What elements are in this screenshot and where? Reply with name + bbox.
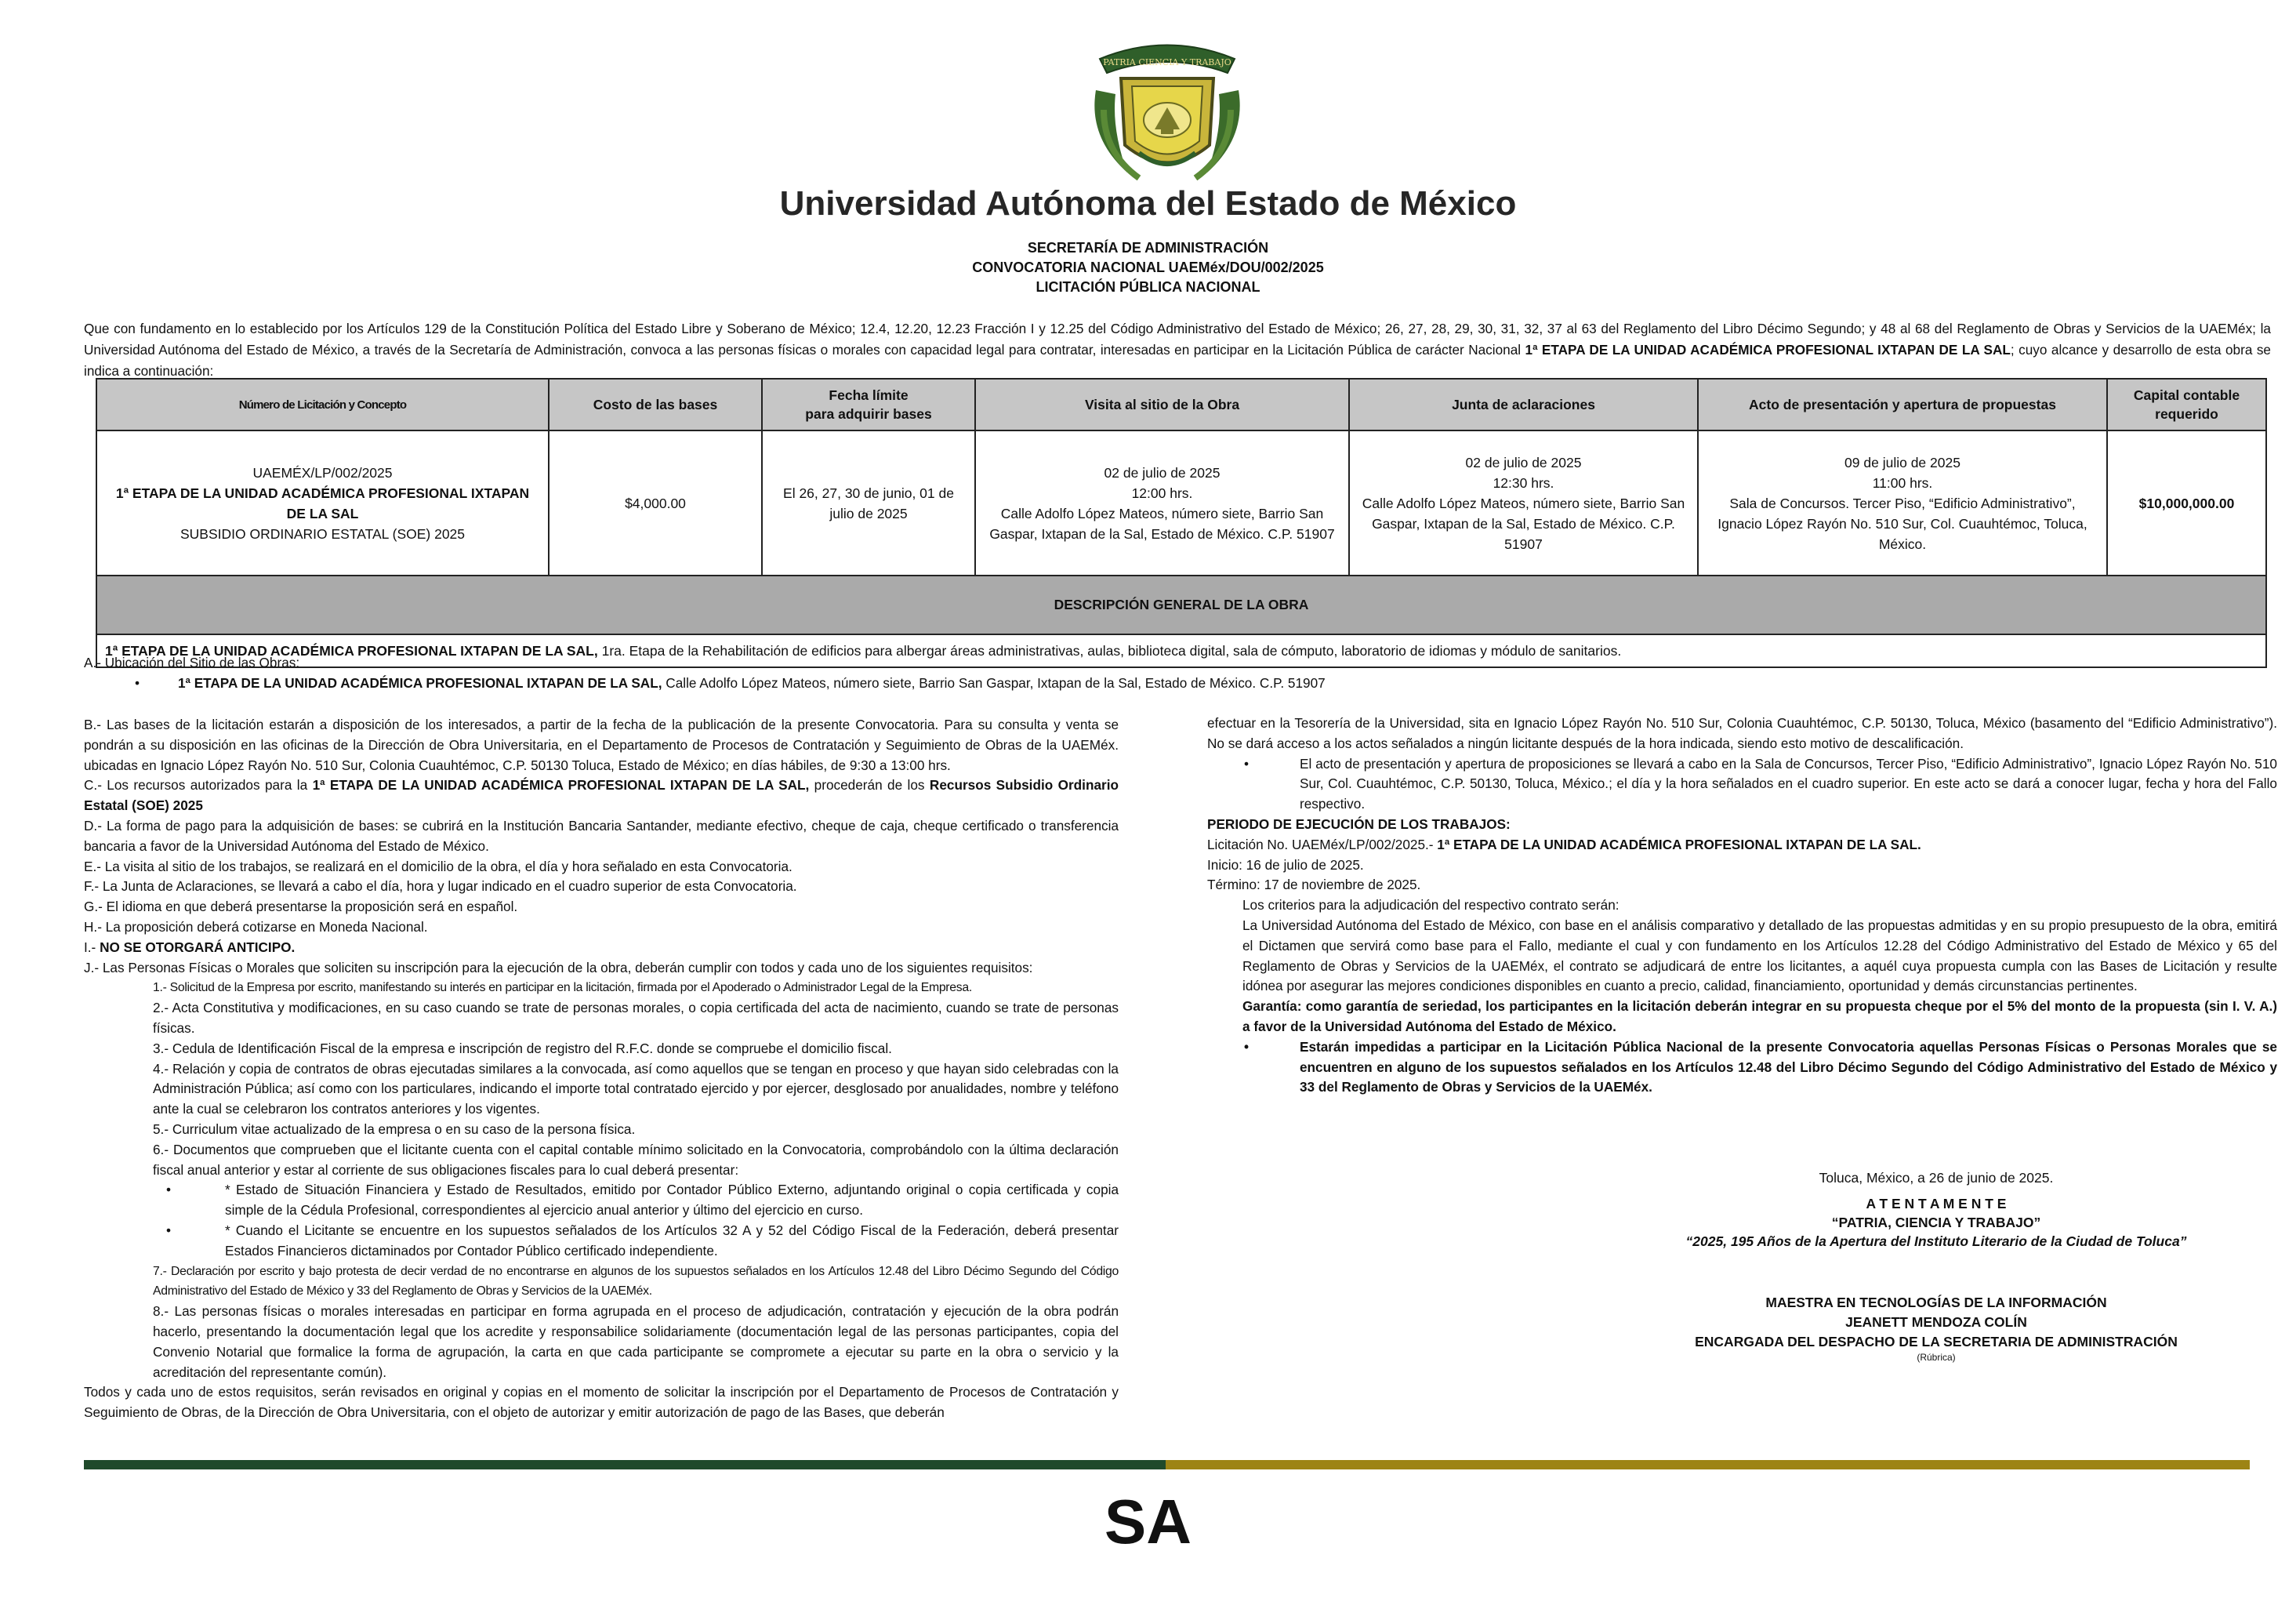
cell-visita: 02 de julio de 2025 12:00 hrs. Calle Adolfo López Mateos, número siete, Barrio San Gaspar, Ixtapan de la Sal, Estado de México. C.P. 51907	[975, 430, 1349, 576]
section-j: J.- Las Personas Físicas o Morales que soliciten su inscripción para la ejecución de la obra, deberán cumplir con todos y cada uno de los siguientes requisitos:	[84, 959, 1033, 975]
cell-capital: $10,000,000.00	[2107, 430, 2266, 576]
section-d: D.- La forma de pago para la adquisición de bases: se cubrirá en la Institución Bancaria Santander, mediante efectivo, cheque de caja, cheque certificado o transferencia bancaria a favor de la Universidad Autónoma del Estado de México.	[84, 817, 1119, 854]
requirement-5: 5.- Curriculum vitae actualizado de la empresa o en su caso de la persona física.	[153, 1121, 636, 1137]
year-motto: “2025, 195 Años de la Apertura del Instituto Literario de la Ciudad de Toluca”	[1685, 1233, 2187, 1249]
ubicacion-label: A.- Ubicación del Sitio de las Obras:	[84, 655, 300, 670]
section-f: F.- La Junta de Aclaraciones, se llevará a cabo el día, hora y lugar indicado en el cuadro superior de esta Convocatoria.	[84, 878, 797, 895]
secretariat-heading: SECRETARÍA DE ADMINISTRACIÓN	[1027, 240, 1269, 256]
left-column	[84, 715, 1119, 1423]
footer-bar-gold	[1166, 1460, 2250, 1469]
cell-junta: 02 de julio de 2025 12:30 hrs. Calle Adolfo López Mateos, número siete, Barrio San Gaspar, Ixtapan de la Sal, Estado de México. C.P. 51907	[1349, 430, 1698, 576]
section-i: I.- NO SE OTORGARÁ ANTICIPO.	[84, 939, 296, 955]
requirement-6: 6.- Documentos que comprueben que el licitante cuenta con el capital contable mínimo solicitado en la Convocatoria, comprobándolo con la última declaración fiscal anual anterior y estar al corriente de sus obligaciones fiscales para lo cual deberá presentar:	[153, 1141, 1119, 1178]
section-g: G.- El idioma en que deberá presentarse la proposición será en español.	[84, 899, 518, 915]
requirement-7: 7.- Declaración por escrito y bajo protesta de decir verdad de no encontrarse en algunos de los supuestos señalados en los Artículos 12.48 del Libro Décimo Segundo del Código Administrativo del Estado de México y 33 del Reglamento de Obras y Servicios de la UAEMéx.	[153, 1264, 1119, 1299]
bid-table-row	[96, 430, 2266, 576]
university-seal-logo	[1080, 35, 1254, 188]
atentamente: A T E N T A M E N T E	[1866, 1196, 2007, 1211]
impedidas-item: • Estarán impedidas a participar en la Licitación Pública Nacional de la presente Convocatoria aquellas Personas Físicas o Personas Morales que se encuentren en alguno de los supuestos señalados en los Artículos 12.48 del Libro Décimo Segundo del Código Administrativo del Estado de México y 33 del Reglamento de Obras y Servicios de la UAEMéx.	[1244, 1038, 2277, 1095]
header-capital: Capital contable requerido	[2107, 379, 2266, 430]
signer-title: MAESTRA EN TECNOLOGÍAS DE LA INFORMACIÓN	[1765, 1295, 2107, 1310]
footer-mark: SA	[1104, 1487, 1192, 1556]
criterios-text: La Universidad Autónoma del Estado de México, con base en el análisis comparativo y detallado de las propuestas admitidas y en su propio presupuesto de la obra, emitirá el Dictamen que servirá como base para el Fallo, mediante el cual y con fundamento en los Artículos 12.28 del Código Administrativo del Estado de México y 65 del Reglamento de Obras y Servicios de la UAEMéx, el contrato se adjudicará de entre los licitantes, a aquél cuya propuesta cumpla con las Bases de Licitación y resulte idónea por asegurar las mejores condiciones disponibles en cuanto a precio, calidad, financiamiento, oportunidad y demás circunstancias pertinentes.	[1242, 917, 2277, 994]
licitacion-heading: LICITACIÓN PÚBLICA NACIONAL	[1036, 279, 1260, 295]
requirement-8: 8.- Las personas físicas o morales interesadas en participar en forma agrupada en el proceso de adjudicación, contratación y ejecución de la obra podrán hacerlo, presentando la documentación legal que los acredite y responsabilice solidariamente (documentación legal de las personas participantes, copia del Convenio Notarial que formalice la forma de agrupación, la carta en que cada participante se compromete a ejecutar su parte en la obra o servicio y la acreditación del representante común).	[153, 1303, 1119, 1380]
requirements-note: Todos y cada uno de estos requisitos, serán revisados en original y copias en el momento de solicitar la inscripción por el Departamento de Procesos de Contratación y Seguimiento de Obras, de la Dirección de Obra Universitaria, con el objeto de autorizar y emitir autorización de pago de las Bases, que deberán	[84, 1384, 1119, 1421]
place-date: Toluca, México, a 26 de junio de 2025.	[1819, 1170, 2054, 1186]
header-fecha: Fecha límite para adquirir bases	[762, 379, 975, 430]
criterios-heading: Los criterios para la adjudicación del respectivo contrato serán:	[1242, 897, 1620, 914]
cell-fecha: El 26, 27, 30 de junio, 01 de julio de 2025	[762, 430, 975, 576]
section-c: C.- Los recursos autorizados para la 1ª ETAPA DE LA UNIDAD ACADÉMICA PROFESIONAL IXTAPAN DE LA SAL, procederán de los Recursos Subsidio Ordinario Estatal (SOE) 2025	[84, 777, 1119, 814]
bid-table-header-row	[96, 379, 2266, 430]
cell-acto: 09 de julio de 2025 11:00 hrs. Sala de Concursos. Tercer Piso, “Edificio Administrativo”, Ignacio López Rayón No. 510 Sur, Col. Cuauhtémoc, Toluca, México.	[1698, 430, 2107, 576]
header-costo: Costo de las bases	[549, 379, 762, 430]
convocatoria-heading: CONVOCATORIA NACIONAL UAEMéx/DOU/002/2025	[972, 260, 1324, 275]
section-h: H.- La proposición deberá cotizarse en Moneda Nacional.	[84, 918, 428, 935]
signer-position: ENCARGADA DEL DESPACHO DE LA SECRETARIA DE ADMINISTRACIÓN	[1695, 1334, 2178, 1349]
acto-item: • El acto de presentación y apertura de proposiciones se llevará a cabo en la Sala de Concursos, Tercer Piso, “Edificio Administrativo”, Ignacio López Rayón No. 510 Sur, Col. Cuauhtémoc, C.P. 50130, Toluca, México.; el día y la hora señalados en el cuadro superior. En este acto se dará a conocer lugar, fecha y hora del Fallo respectivo.	[1244, 755, 2277, 812]
section-b: B.- Las bases de la licitación estarán a disposición de los interesados, a partir de la fecha de la publicación de la presente Convocatoria. Para su consulta y venta se pondrán a su disposición en las oficinas de la Dirección de Obra Universitaria, en el Departamento de Procesos de Contratación y Seguimiento de Obras de la UAEMéx. ubicadas en Ignacio López Rayón No. 510 Sur, Colonia Cuauhtémoc, C.P. 50130 Toluca, Estado de México; en días hábiles, de 9:30 a 13:00 hrs.	[84, 717, 1119, 773]
requirement-2: 2.- Acta Constitutiva y modificaciones, en su caso cuando se trate de personas morales, o copia certificada del acta de nacimiento, cuando se trate de personas físicas.	[153, 1000, 1119, 1036]
section-e: E.- La visita al sitio de los trabajos, se realizará en el domicilio de la obra, el día y hora señalado en esta Convocatoria.	[84, 858, 793, 874]
garantia-text: Garantía: como garantía de seriedad, los participantes en la licitación deberán integrar en su propuesta cheque por el 5% del monto de la propuesta (sin I. V. A.) a favor de la Universidad Autónoma del Estado de México.	[1242, 998, 2277, 1034]
header-acto: Acto de presentación y apertura de propuestas	[1698, 379, 2107, 430]
signer-name: JEANETT MENDOZA COLÍN	[1845, 1314, 2027, 1330]
header-junta: Junta de aclaraciones	[1349, 379, 1698, 430]
motto: “PATRIA, CIENCIA Y TRABAJO”	[1831, 1215, 2041, 1230]
payment-continuation: efectuar en la Tesorería de la Universidad, sita en Ignacio López Rayón No. 510 Sur, Colonia Cuauhtémoc, C.P. 50130, Toluca, México (basamento del “Edificio Administrativo”). No se dará acceso a los actos señalados a ningún licitante después de la hora indicada, siendo esto motivo de descalificación.	[1207, 715, 2277, 751]
requirement-4: 4.- Relación y copia de contratos de obras ejecutadas similares a la convocada, así como aquellos que se tengan en proceso y que hayan sido celebradas con la Administración Pública; así como con los particulares, indicando el importe total contratado ejercido y por ejercer, desglosado por anualidades, nombre y teléfono ante la cual se celebraron los contratos anteriores y los vigentes.	[153, 1060, 1119, 1117]
rubrica: (Rúbrica)	[1917, 1352, 1956, 1363]
ubicacion-item: • 1ª ETAPA DE LA UNIDAD ACADÉMICA PROFESIONAL IXTAPAN DE LA SAL, Calle Adolfo López Mateos, número siete, Barrio San Gaspar, Ixtapan de la Sal, Estado de México. C.P. 51907	[135, 675, 1326, 691]
periodo-inicio: Inicio: 16 de julio de 2025.	[1207, 856, 1364, 873]
description-title: DESCRIPCIÓN GENERAL DE LA OBRA	[96, 576, 2266, 634]
periodo-licitacion: Licitación No. UAEMéx/LP/002/2025.- 1ª ETAPA DE LA UNIDAD ACADÉMICA PROFESIONAL IXTAPAN DE LA SAL.	[1207, 836, 1921, 852]
cell-costo: $4,000.00	[549, 430, 762, 576]
header-numero: Número de Licitación y Concepto	[96, 379, 549, 430]
university-name: Universidad Autónoma del Estado de México	[779, 184, 1517, 223]
requirement-3: 3.- Cedula de Identificación Fiscal de la empresa e inscripción de registro del R.F.C. donde se compruebe el domicilio fiscal.	[153, 1040, 892, 1056]
bid-table	[96, 378, 2267, 668]
periodo-heading: PERIODO DE EJECUCIÓN DE LOS TRABAJOS:	[1207, 815, 1511, 832]
footer-bar-green	[84, 1460, 1166, 1469]
description-text: 1ª ETAPA DE LA UNIDAD ACADÉMICA PROFESIONAL IXTAPAN DE LA SAL, 1ra. Etapa de la Rehabilitación de edificios para albergar áreas administrativas, aulas, biblioteca digital, sala de cómputo, laboratorio de idiomas y módulo de sanitarios.	[96, 634, 2266, 667]
header-visita: Visita al sitio de la Obra	[975, 379, 1349, 430]
requirement-6a: • * Estado de Situación Financiera y Estado de Resultados, emitido por Contador Público Externo, adjuntando original o copia certificada y copia simple de la Cédula Profesional, correspondientes al ejercicio anual anterior y último del ejercicio en curso.	[166, 1182, 1119, 1219]
requirement-1: 1.- Solicitud de la Empresa por escrito, manifestando su interés en participar en la licitación, firmada por el Apoderado o Administrador Legal de la Empresa.	[153, 981, 972, 995]
right-column	[1207, 714, 2277, 1098]
requirement-6b: • * Cuando el Licitante se encuentre en los supuestos señalados de los Artículos 32 A y 52 del Código Fiscal de la Federación, deberá presentar Estados Financieros dictaminados por Contador Público certificado independiente.	[166, 1222, 1119, 1259]
periodo-termino: Término: 17 de noviembre de 2025.	[1207, 877, 1421, 893]
svg-text:PATRIA CIENCIA Y TRABAJO: PATRIA CIENCIA Y TRABAJO	[1103, 57, 1231, 67]
signature-block	[1466, 1170, 2296, 1363]
cell-numero: UAEMÉX/LP/002/2025 1ª ETAPA DE LA UNIDAD ACADÉMICA PROFESIONAL IXTAPAN DE LA SAL SUBSIDIO ORDINARIO ESTATAL (SOE) 2025	[96, 430, 549, 576]
intro-paragraph: Que con fundamento en lo establecido por los Artículos 129 de la Constitución Política del Estado Libre y Soberano de México; 12.4, 12.20, 12.23 Fracción I y 12.25 del Código Administrativo del Estado de México; 26, 27, 28, 29, 30, 31, 32, 37 al 63 del Reglamento del Libro Décimo Segundo; y 48 al 68 del Reglamento de Obras y Servicios de la UAEMéx; la Universidad Autónoma del Estado de México, a través de la Secretaría de Administración, convoca a las personas físicas o morales con capacidad legal para contratar, interesadas en participar en la Licitación Pública de carácter Nacional 1ª ETAPA DE LA UNIDAD ACADÉMICA PROFESIONAL IXTAPAN DE LA SAL; cuyo alcance y desarrollo de esta obra se indica a continuación:	[84, 321, 2271, 379]
ubicacion-section	[84, 652, 2271, 693]
